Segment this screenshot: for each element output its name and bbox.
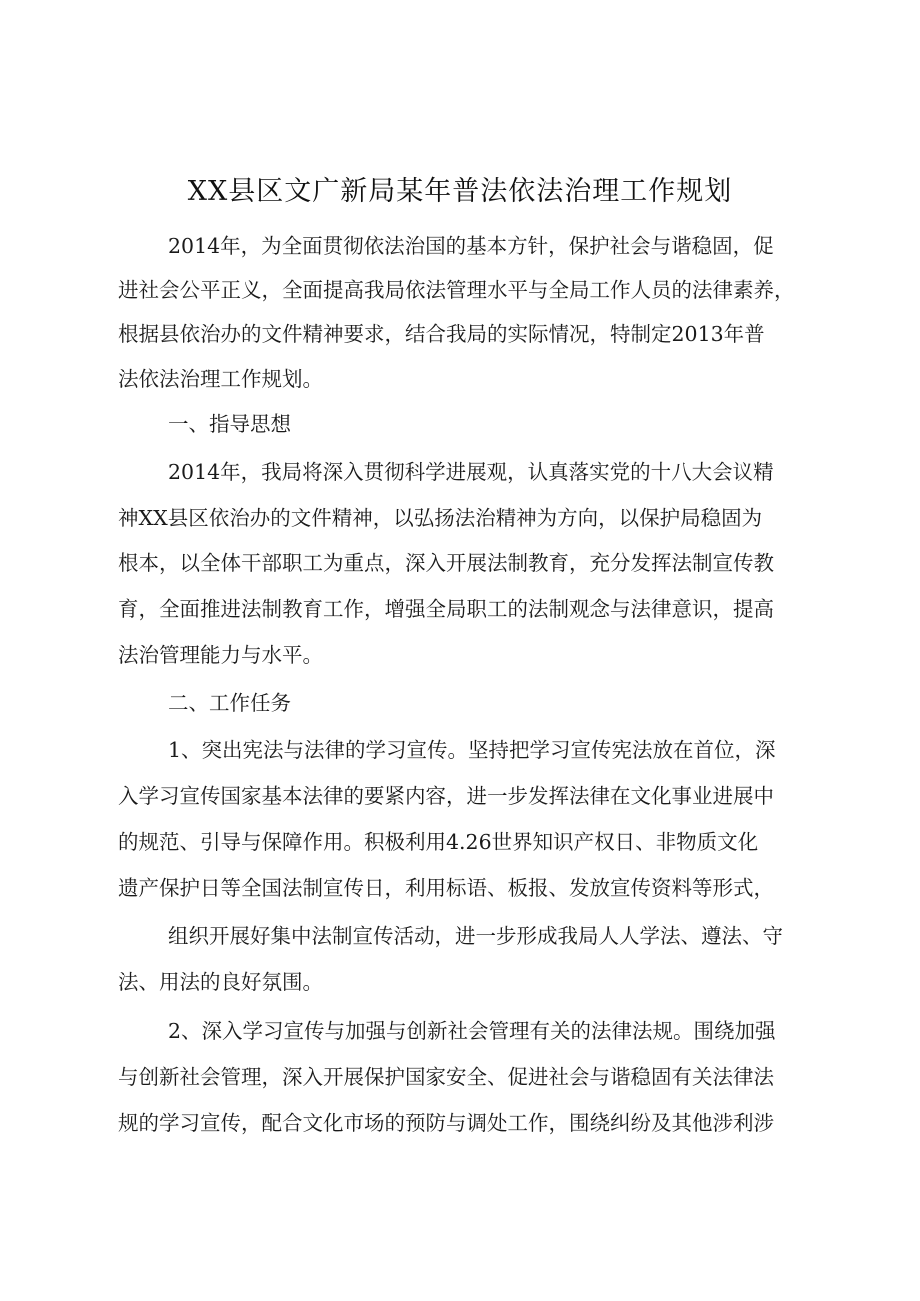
section2-item1-cont-line-1: 组织开展好集中法制宣传活动，进一步形成我局人人学法、遵法、守	[168, 924, 783, 948]
section1-line-2: 神XX县区依治办的文件精神，以弘扬法治精神为方向，以保护局稳固为	[118, 506, 763, 530]
section2-item1-cont-line-2: 法、用法的良好氛围。	[118, 970, 323, 994]
section2-item1-line-1: 1、突出宪法与法律的学习宣传。坚持把学习宣传宪法放在首位，深	[168, 738, 776, 762]
section2-item2-line-3: 规的学习宣传，配合文化市场的预防与调处工作，围绕纠纷及其他涉利涉	[118, 1111, 774, 1135]
intro-line-4: 法依法治理工作规划。	[118, 367, 323, 391]
intro-line-3: 根据县依治办的文件精神要求，结合我局的实际情况，特制定2013年普	[118, 322, 765, 346]
section1-heading: 一、指导思想	[168, 412, 291, 436]
section2-item1-line-4: 遗产保护日等全国法制宣传日，利用标语、板报、发放宣传资料等形式，	[118, 876, 774, 900]
document-title: XX县区文广新局某年普法依法治理工作规划	[187, 176, 733, 207]
section1-line-4: 育，全面推进法制教育工作，增强全局职工的法制观念与法律意识，提高	[118, 597, 774, 621]
section2-item2-line-2: 与创新社会管理，深入开展保护国家安全、促进社会与谐稳固有关法律法	[118, 1065, 774, 1089]
section2-heading: 二、工作任务	[168, 691, 291, 715]
section1-line-1: 2014年，我局将深入贯彻科学进展观，认真落实党的十八大会议精	[168, 460, 774, 484]
section2-item1-line-2: 入学习宣传国家基本法律的要紧内容，进一步发挥法律在文化事业进展中	[118, 784, 774, 808]
section2-item2-line-1: 2、深入学习宣传与加强与创新社会管理有关的法律法规。围绕加强	[168, 1019, 776, 1043]
section1-line-5: 法治管理能力与水平。	[118, 643, 323, 667]
section1-line-3: 根本，以全体干部职工为重点，深入开展法制教育，充分发挥法制宣传教	[118, 551, 774, 575]
intro-line-1: 2014年，为全面贯彻依法治国的基本方针，保护社会与谐稳固，促	[168, 234, 774, 258]
section2-item1-line-3: 的规范、引导与保障作用。积极利用4.26世界知识产权日、非物质文化	[118, 830, 759, 854]
intro-line-2: 进社会公平正义，全面提高我局依法管理水平与全局工作人员的法律素养，	[118, 278, 795, 302]
